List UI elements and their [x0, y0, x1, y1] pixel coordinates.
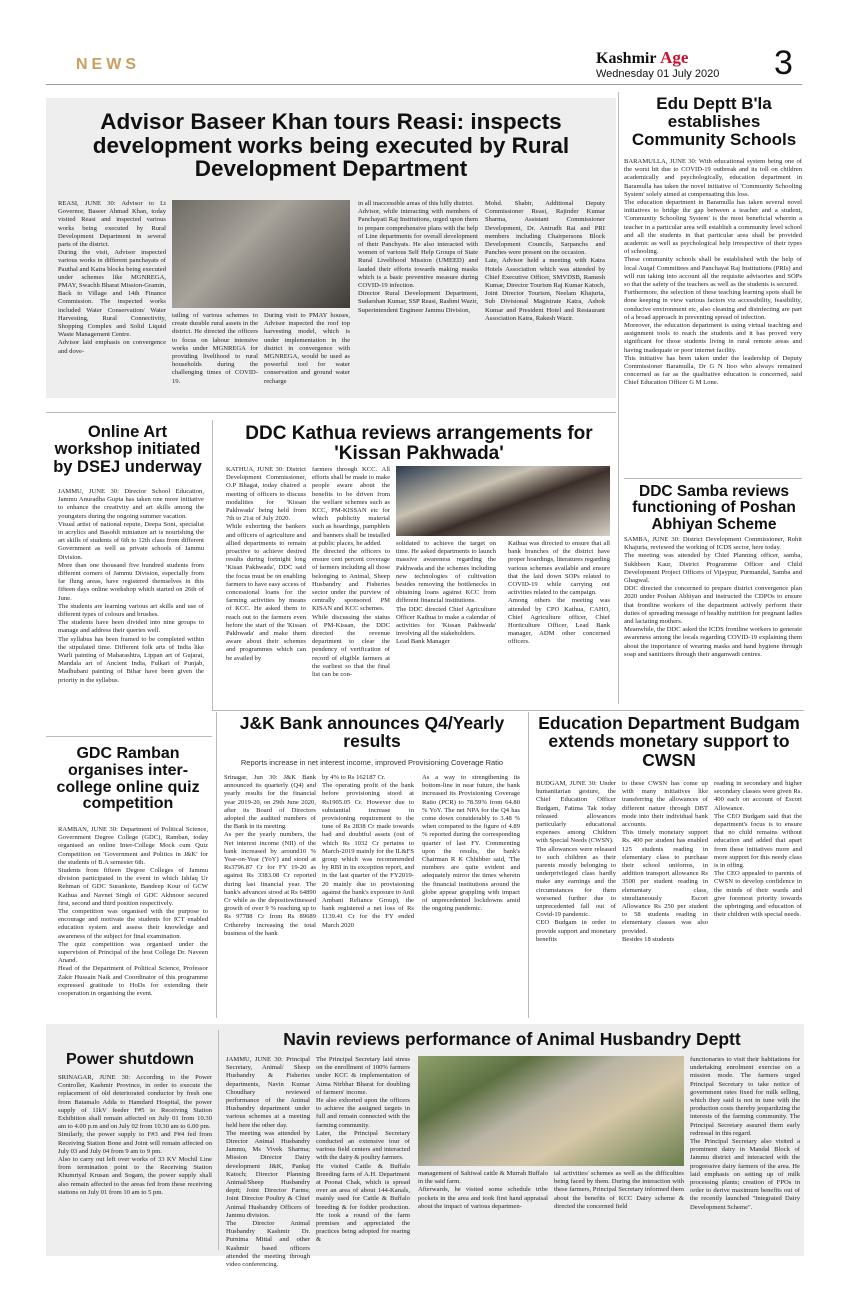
- lead-column-4: in all inaccessible areas of this hilly district. Advisor, while interacting with members of Panchayati Raj Institutions, urged upon them to prepare comprehensive plans with the help of Line departments for overall development of their Panchyats. He also interacted with women of various Self Help Groups of State Rural Livelihood Mission (UMEED) and lauded their efforts towards making masks which is a basic preventive measure during COVID-19 infection. Director Rural Development Department, Sudarshan Kumar, SSP Reasi, Rashmi Wazir, Superintendent Engineer Jammu Division,: [358, 200, 478, 314]
- newspaper-name: Kashmir Age: [596, 48, 689, 67]
- navin-column-5: functionaries to visit their habitations for undertaking enrolment exercise on a mission mode. The farmers urged Principal Secretary to take notice of government rates fixed for milk selling, which they said is not in tune with the production costs thereby jeopardizing the interests of the farming community. The Principal Secretary assured them early redressal in this regard. The Principal Secretary also visited a prominent dairy in Mandal Block of Jammu district and interacted with the progressive dairy farmers of the area. He laid emphasis on setting up of milk processing plants; creation of FPOs in order to derive maximum benefits out of the recently launched "Integrated Dairy Development Scheme".: [690, 1056, 800, 1211]
- ddc-kathua-column-3: solidated to achieve the target on time. He asked departments to launch massive awareness regarding the Pakhwada and the schemes including new technologies of cultivation besides removing the bottlenecks in obtaining loans against KCC from different financial institutions. The DDC directed Chief Agriculture Officer Kathua to make a calendar of activities for 'Kissan Pakhwada' involving all the stakeholders. Lead Bank Manager: [396, 540, 496, 646]
- gdc-ramban-body: RAMBAN, JUNE 30: Department of Political Science, Government Degree College (GDC), Ramban, today organised an online Inter-College Mock cum Quiz Competition on 'Government and Politics in J&K' for the students of B.A semester 6th. Students from fifteen Degree Colleges of Jammu division participated in the event in which Ishfaq Ur Rehman of GDC Surankote, Bandeep Kour of GCW Kathua and Navnet Singh of GDC Akhnoor secured first, second and third position respectively. The competition was organised with the purpose to encourage and motivate the students for ICT enabled education system and assess their knowledge and awareness of the subject for final examination. The quiz competition was organised under the supervision of Principal of the host College Dr. Naveen Anand. Head of the Department of Political Science, Professor Zakir Hussain Naik and Coordinator of this programme expressed gratitude to HoDs for extending their cooperation in organising the event.: [58, 826, 208, 998]
- column-divider: [212, 420, 213, 710]
- page-number: 3: [774, 44, 793, 82]
- ddc-samba-headline: DDC Samba reviews functioning of Poshan Abhiyan Scheme: [632, 483, 796, 533]
- navin-column-1: JAMMU, JUNE 30: Principal Secretary, Animal/ Sheep Husbandry & Fisheries departments, Navin Kumar Choudhary reviewed performance of the Animal Husbandry department under various schemes at a meeting held here the other day. The meeting was attended by Director Animal Husbandry Jammu, Ms Vivek Sharma; Mission Director Dairy development J&K, Pankaj Katoch; Director Planning Animal/Sheep Husbandry deptt; Joint Director Farms; Joint Director Poultry & Chief Animal Husbandry Officers of Jammu division. The Director Animal Husbandry Kashmir Dr. Purnima Mittal and other Kashmir based officers attended the meeting through video conferencing.: [226, 1056, 310, 1269]
- edu-baramulla-headline: Edu Deptt B'la establishes Community Schools: [631, 94, 797, 149]
- edu-budgam-headline: Education Department Budgam extends monetary support to CWSN: [538, 713, 800, 770]
- navin-field-visit-photo: [418, 1056, 684, 1166]
- jk-bank-subheadline: Reports increase in net interest income, improved Provisioning Coverage Ratio: [240, 758, 504, 767]
- jk-bank-column-3: As a way to strengthening its bottom-line in near future, the bank increased its Provisioning Coverage Ratio (PCR) to 78.59% from 64.80 % YoY. The net NPA for the Q4 has come down considerably to 3.48 % when compared to the figure of 4.89 % reported during the corresponding quarter of last FY. Commenting upon the results, the bank's Chairman R K Chhibber said, 'The numbers are quite evident and adequately mirror the times wherein the financial institutions around the globe appear grappling with impact of unprecedented lockdowns amid the ongoing pandemic.: [422, 774, 520, 913]
- column-divider: [528, 712, 529, 1018]
- section-divider: [46, 412, 616, 413]
- section-label: NEWS: [76, 56, 140, 73]
- edu-budgam-column-2: to these CWSN has come up with many initiatives like transferring the allowances of different nature through DBT mode into their individual bank accounts. This timely monetary support Rs. 400 per student has enabled 125 students reading in elementary class to purchase their school uniforms, in addition transport allowance Rs 3500 per student reading in elementary class, simultaneously Escort Allowance Rs 250 per student to 58 students reading in elementary classes was also provided. Besides 18 students: [622, 780, 708, 943]
- navin-headline: Navin reviews performance of Animal Husbandry Deptt: [283, 1029, 741, 1049]
- jk-bank-column-2: by 4% to Rs 162187 Cr. The operating profit of the bank before provisioning stood at Rs1905.05 Cr. However due to substantial increase in provisioning requirement to the tune of Rs 2838 Cr made towards bad and doubtful assets (out of which Rs 1032 Cr pertains to March-2019 mainly for the IL&FS group which was recommended by RBI in its exception report, and in the last quarter of the FY2019-20 mainly due to provisioning against the bank's exposure to Anil Ambani Reliance Group), the bank registered a net loss of Rs 1139.41 Cr for the FY ended March 2020: [322, 774, 414, 929]
- ddc-samba-body: SAMBA, JUNE 30: District Development Commissioner, Rohit Khajuria, reviewed the working of ICDS sector, here today. The meeting was attended by Chief Planning officer, samba, Sukhbeen Kaur, District Programme Officer and Child Development Project Officers of Vijaypur, Purmandal, Samba and Ghagwal. DDC directed the concerned to prepare district convergence plan 2020 under Poshan Abhiyan and instructed the CDPOs to ensure that frontline workers of the department actively perform their duties of spreading message of healthy nutrition for pregnant ladies and lactating mothers. Meanwhile, the DDC asked the ICDS frontline workers to generate awareness among the locals regarding COVID-19 explaining them about the importance of wearing masks and hand hygiene through soap and sanitizers through their anganwadi centres.: [624, 536, 802, 658]
- navin-column-3: management of Sahiwal cattle & Murrah Buffalo in the said farm. Afterwards, he visited some schedule tribe pockets in the area and took first hand appraisal about the impact of various departmen-: [418, 1170, 548, 1210]
- gdc-ramban-headline: GDC Ramban organises inter-college online quiz competition: [56, 745, 200, 813]
- navin-column-4: tal activities/ schemes as well as the difficulties being faced by them. During the interaction with these farmers, Principal Secretary informed them about the benefits of KCC Dairy scheme & directed the concerned field: [554, 1170, 684, 1210]
- masthead: [596, 48, 796, 80]
- section-divider: [624, 478, 802, 479]
- online-art-body: JAMMU, JUNE 30: Director School Education, Jammu Anuradha Gupta has taken one more initiative to enhance the creativity and art skills among the youngsters during the ongoing summer vacation. Visual artist of national repute, Deepa Soni, specialist in acrylics and Basohli miniature art is nourishing the art skills of students of 6th to 12th class from different Government as well as private schools of Jammu Division. More than one thousand five hundred students from different corners of Jammu Division, especially from far flung areas, have registered themselves in this fifteen days online workshop which started on 26th of June. The students are learning various art skills and use of different types of colours and brushes. The students have been divided into nine groups to manage and address their queries well. The syllabus has been framed to be completed within the stipulated time. Different folk arts of India like Warli painting of Maharashtra, Lippan art of Gujarat, Mandala art of Ancient India, Fulkari of Punjab, Madhubani painting of Bihar have been given the priority in the syllabus.: [58, 488, 204, 684]
- power-shutdown-body: SRINAGAR, JUNE 30: According to the Power Controller, Kashmir Province, in order to execute the replacement of old deteriorated conductor by fresh one from Batamalo Adda to Hamdard Hospital, the power supply of 11kV feeder F#5 to Receiving Station Exhibition shall remain affected on July 01 from 10.30 am to 4.00 p.m and on July 02 from 10.30 am to 6.00 pm. Similarly, the power supply to F#3 and F#4 fed from Receiving Station Bone and Joint will remain affected on July 03 and July 04 from 9 am to 9 pm. Also to carry out left over works of 33 KV Mochil Line from termination point to the Receiving Station Khumriyal Krusan and Sogam, the power supply shall also remain affected to the areas fed from these receiving stations on July 01 from 10 am to 5 pm.: [58, 1074, 212, 1196]
- ddc-kathua-column-1: KATHUA, JUNE 30: District Development Commissioner, O.P Bhagat, today chaired a meeting of officers to discuss modalities for 'Kissan Pakhwada' being held from 7th to 21st of July 2020. While exhorting the bankers and officers of agriculture and allied departments to remain proactive to achieve desired results during fortnight long 'Kisan Pakhwada', DDC said the focus must be on enabling farmers to have easy access of concessional loans for the farming activities by means of KCC. He asked them to reach out to the farmers even before the start of the 'Kissan Pakhwada' and make them aware about their schemes and programmes which can be availed by: [226, 466, 307, 662]
- lead-column-3: During visit to PMAY houses, Advisor inspected the roof top harvesting model, which is under implementation in the district in convergence with MGNREGA, would be used as powerful tool for water conservation and ground water recharge: [264, 312, 350, 385]
- power-shutdown-headline: Power shutdown: [66, 1051, 194, 1068]
- ddc-kathua-meeting-photo: [396, 466, 610, 536]
- lead-column-5: Mohd. Shabir, Additional Deputy Commissioner Reasi, Rajinder Kumar Sharma, Assistant Commissioner Development, Dr. Anirudh Rai and PRI members including Chairpersons Block Development Councils, Sarpanchs and Panches were present on the occasion. Late, Advisor held a meeting with Katra Hotels Association which was attended by Chief Executive Officer, SMVDSB, Ramesh Kumar, Director Tourism Raj Kumar Katoch, Joint Director Tourism, Neelam Khajuria, Sub Divisional Magistrate Katra, Ashok Kumar and President Hotel and Restaurant Association Katra, Rakesh Wazir.: [485, 200, 605, 322]
- column-divider: [618, 92, 619, 704]
- section-divider: [46, 736, 212, 737]
- ddc-kathua-column-2: farmers through KCC. All efforts shall be made to make people aware about the benefits to be driven from the welfare schemes such as KCC, PM-KISSAN etc for which publicity material such as hoardings, pamphlets and banners shall be installed at public places, he added. He directed the officers to ensure cent percent coverage of farmers including all those belonging to Animal, Sheep Husbandry and Fisheries sector under the purview of centrally sponsored PM KISAN and KCC schemes. While discussing the status of PM-Kissan, the DDC directed the revenue department to clear the pendency of verification of record of eligible farmers at the earliest so that the final list can be con-: [312, 466, 390, 679]
- navin-column-2: The Principal Secretary laid stress on the enrollment of 100% farmers under KCC & implementation of Atma Nirbhar Bharat for doubling of farmers' income. He also exhorted upon the officers to achieve the assigned targets in full and remain connected with the farming community. Later, the Principal Secretary conducted an extensive tour of various field centers and interacted with the dairy & poultry farmers. He visited Cattle & Buffalo Breeding farm of A.H. Department at Poonai Chak, which is spread over an area of about 144-Kanals, mainly used for Cattle & Buffalo breeding & for fodder production. He took a round of the farm premises and appreciated the practices being adopted for rearing &: [316, 1056, 410, 1244]
- edu-budgam-column-3: reading in secondary and higher secondary classes were given Rs. 400 each on account of Escort Allowance. The CEO Budgam said that the department's focus is to ensure that no child remains without education and added that apart from these initiatives more and more support for this needy class is in offing. The CEO appealed to parents of CWSN to develop confidence in the minds of their wards and give foremost priority towards the upbringing and education of their children with special needs.: [714, 780, 802, 919]
- ddc-kathua-column-4: Kathua was directed to ensure that all bank branches of the district have proper hoardings, literatures regarding various schemes available and ensure that the laid down SOPs related to COVID-19 while carrying out activities related to the campaign. Among others the meeting was attended by CPO Kathua, CAHO, Chief Agriculture officer, Chief Horticulture Officer, Lead Bank manager, ADM other concerned officers.: [508, 540, 610, 646]
- jk-bank-headline: J&K Bank announces Q4/Yearly results: [239, 713, 505, 752]
- issue-date: Wednesday 01 July 2020: [596, 68, 720, 80]
- column-divider: [216, 712, 217, 1018]
- edu-baramulla-body: BARAMULLA, JUNE 30: With educational system being one of the worst hit due to COVID-19 outbreak and its toll on children academically and psychologically, education department in Baramulla has taken the novel initiative of 'Community Schooling System' solely aimed at compensating this loss. The education department in Baramulla has taken several novel initiatives to bridge the gap between a teacher and a student, 'Community Schooling System' is the most beneficial wherein a teacher in a particular area will establish a community level school and all the students in that particular area shall be provided academic as well as psychological help irrespective of their types of schooling. These community schools shall be established with the help of local Auqaf Committees and Panchayat Raj Institutions (PRIs) and will run taking into account all the requisite advisories and SOPs so that the safety of the teachers as well as the students is secured. Furthermore, the selection of these teaching learning spots shall be done keeping in view various factors viz accessibility, feasibility, conducive environment etc, also cleaning and disinfecting are part of a broad approach in preventing spread of infection. Moreover, the education department is using virtual teaching and assignment tools to reach the students and it has proved very significant for those students living in rural remote areas and having inadequate or poor internet facility. This initiative has been taken under the leadership of Deputy Commissioner Baramulla, Dr G N Itoo who always remained concerned as far as the qualitative education is concerned, said Chief Education Officer G M Lone.: [624, 158, 802, 387]
- column-divider: [218, 1030, 219, 1250]
- header-divider: [46, 84, 802, 85]
- online-art-headline: Online Art workshop initiated by DSEJ underway: [53, 423, 202, 476]
- advisor-photo: [172, 200, 350, 308]
- lead-column-1: REASI, JUNE 30: Advisor to Lt Governor, Baseer Ahmad Khan, today visited Reasi and inspected various works being executed by Rural Development Department in several parts of the district. During the visit, Advisor inspected various works in different panchayats of Pauthal and Katra blocks being executed under schemes like MGNREGA, PMAY, Swachh Bharat Mission-Gramin, Back to Village and 14th Finance Commission. The inspected works included Water Conservation/ Water Harvesting, Rural Connectivity, Shopping Complex and Solid Liquid Waste Management Centre. Advisor laid emphasis on convergence and dove-: [58, 200, 166, 355]
- edu-budgam-column-1: BUDGAM, JUNE 30: Under humanitarian gesture, the Chief Education Officer Budgam, Fatima Tak today released allowances particularly educational expenses among Children with Special Needs (CWSN). The allowances were released to such children as their parents mostly belonging to underprivileged class hardly make any earnings and the circumstances for them worsened further due to unprecedented fall out of Covid-19 pandemic. CEO Budgam in order to provide support and monetary benefits: [536, 780, 616, 943]
- lead-column-2: tailing of various schemes to create durable rural assets in the district. He directed the officers to focus on labour intensive works under MGNREGA for providing livelihood to rural households during the challenging times of COVID-19.: [172, 312, 258, 385]
- jk-bank-column-1: Srinagar, Jun 30: J&K Bank announced its quarterly (Q4) and yearly results for the financial year 2019-20, on 29th June 2020, after its Board of Directors adopted the audited numbers of the Bank in its meeting. As per the yearly numbers, the Net interest income (NII) of the bank increased by around10 % Year-on-Year (YoY) and stood at Rs3796.87 Cr for FY 19-20 as against Rs 3383.08 Cr reported during last financial year. The bank's advances stood at Rs 64890 Cr while as the depositswitnessed growth of over 9 % reaching up to Rs 97788 Cr from Rs 89689 Crthereby increasing the total business of the bank: [224, 774, 316, 937]
- section-divider: [212, 710, 804, 711]
- lead-headline: Advisor Baseer Khan tours Reasi: inspects development works being executed by Rural Development Department: [92, 109, 570, 182]
- ddc-kathua-headline: DDC Kathua reviews arrangements for 'Kissan Pakhwada': [245, 423, 593, 464]
